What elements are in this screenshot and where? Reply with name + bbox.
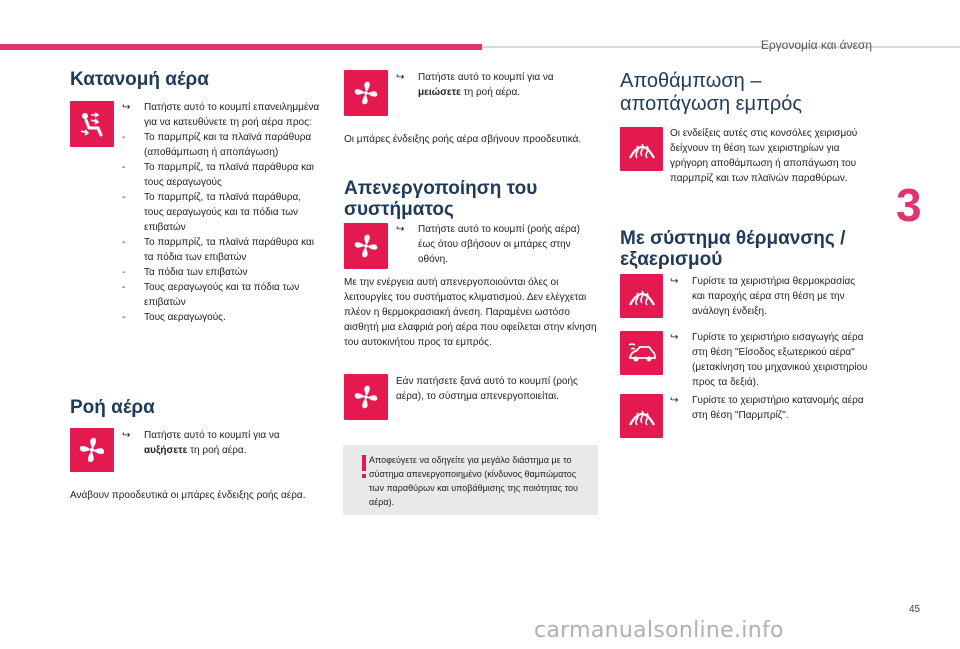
deactivation-bullet: ↪ Πατήστε αυτό το κουμπί (ροής αέρα) έως ότου σβήσουν οι μπάρες στην οθόνη. [396,224,580,265]
bullet-arrow-icon: ↪ [122,102,131,113]
windscreen-demist-icon [620,274,663,318]
list-item: ↪ Πατήστε αυτό το κουμπί επανειλημμένα για να κατευθύνετε τη ροή αέρα προς: [122,102,320,128]
fan-icon-reactivate [344,374,388,420]
airflow-lights-text: Ανάβουν προοδευτικά οι μπάρες ένδειξης ροής αέρα. [70,490,306,501]
chapter-number: 3 [896,179,922,231]
distribution-list [122,100,320,325]
heating-step: ↪ Γυρίστε το χειριστήριο εισαγωγής αέρα στη θέση "Είσοδος εξωτερικού αέρα" (μετακίνηση του μηχανικού χειριστηρίου προς τα δεξιά). [670,332,868,388]
list-item: - Το παρμπρίζ, τα πλαϊνά παράθυρα και τους αεραγωγούς [122,162,314,188]
page-number: 45 [909,604,921,615]
airflow-decrease: ↪ Πατήστε αυτό το κουμπί για να μειώσετε τη ροή αέρα. [396,72,554,98]
bars-off-text: Οι μπάρες ένδειξης ροής αέρα σβήνουν προοδευτικά. [344,134,582,145]
fan-icon-decrease [344,70,388,116]
header-rule [482,46,960,48]
deactivation-title: Απενεργοποίηση του συστήματος [344,178,538,220]
bullet-arrow-icon: ↪ [396,224,405,235]
section-header: Εργονομία και άνεση [760,38,872,52]
list-item: - Το παρμπρίζ και τα πλαϊνά παράθυρα (αποθάμπωση ή αποπάγωση) [122,132,312,158]
heating-step: ↪ Γυρίστε το χειριστήριο κατανομής αέρα στη θέση "Παρμπρίζ". [670,395,864,421]
demist-title: Αποθάμπωση – αποπάγωση εμπρός [620,70,803,115]
windscreen-demist-icon [620,127,663,171]
warning-box [343,445,598,515]
warning-text: Αποφεύγετε να οδηγείτε για μεγάλο διάστημα με το σύστημα απενεργοποιημένο (κίνδυνος θαμπώματος των παραθύρων και υποβάθμισης της ποιότητας του αέρα). [369,455,578,507]
list-item: - Τους αεραγωγούς. [122,312,226,323]
heating-title: Με σύστημα θέρμανσης / εξαερισμού [620,228,846,270]
header-accent-bar [0,44,482,50]
windscreen-distribution-icon [620,394,663,438]
list-item: - Το παρμπρίζ, τα πλαϊνά παράθυρα, τους αεραγωγούς και τα πόδια των επιβατών [122,192,302,233]
list-item: - Τους αεραγωγούς και τα πόδια των επιβατών [122,282,300,308]
deactivation-paragraph: Με την ενέργεια αυτή απενεργοποιούνται όλες οι λειτουργίες του συστήματος κλιματισμού. Δεν ελέγχεται πλέον η θερμοκρασιακή άνεση. Παραμένει ωστόσο αισθητή μια ελαφριά ροή αέρα που οφείλεται στην κίνηση του αυτοκινήτου προς τα εμπρός. [344,277,597,348]
bullet-arrow-icon: ↪ [670,332,679,343]
list-item: - Τα πόδια των επιβατών [122,267,248,278]
bullet-arrow-icon: ↪ [122,430,131,441]
airflow-increase: ↪ Πατήστε αυτό το κουμπί για να αυξήσετε τη ροή αέρα. [122,430,280,456]
fan-icon-off [344,223,388,269]
bullet-arrow-icon: ↪ [396,72,405,83]
demist-text: Οι ενδείξεις αυτές στις κονσόλες χειρισμού δείχνουν τη θέση των χειριστηρίων για γρήγορη αποθάμπωση ή αποπάγωση του παρμπρίζ και των πλαϊνών παραθύρων. [670,128,858,184]
bullet-arrow-icon: ↪ [670,276,679,287]
airflow-title: Ροή αέρα [70,397,155,418]
bullet-arrow-icon: ↪ [670,395,679,406]
warning-exclamation-icon [359,454,369,480]
distribution-title: Κατανομή αέρα [70,69,209,90]
reactivate-text: Εάν πατήσετε ξανά αυτό το κουμπί (ροής αέρα), το σύστημα απενεργοποιείται. [396,376,578,402]
fresh-air-intake-icon [620,331,663,375]
heating-step: ↪ Γυρίστε τα χειριστήρια θερμοκρασίας και παροχής αέρα στη θέση με την ανάλογη ένδειξη. [670,276,856,317]
fan-icon [70,428,114,472]
list-item: - Το παρμπρίζ, τα πλαϊνά παράθυρα και τα πόδια των επιβατών [122,237,314,263]
watermark: carmanualsonline.info [534,618,784,643]
air-distribution-icon [70,101,114,147]
